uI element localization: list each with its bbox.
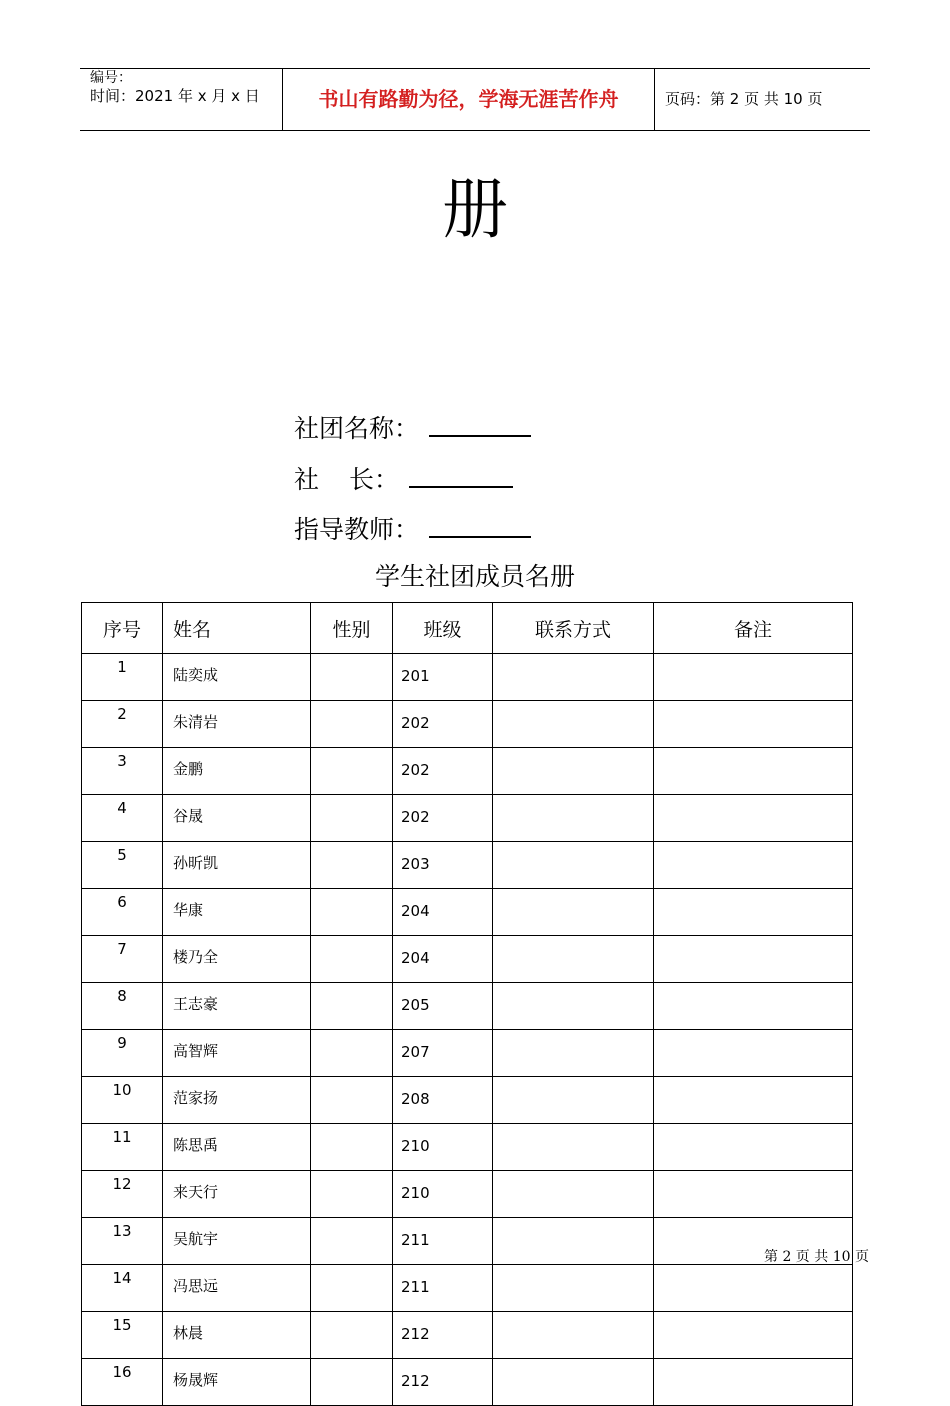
- president-field: [294, 462, 513, 496]
- table-row: [82, 701, 853, 748]
- cell-no: 14: [82, 1265, 163, 1312]
- cell-no: 12: [82, 1171, 163, 1218]
- cell-contact: [493, 1030, 654, 1077]
- cell-class: 204: [393, 936, 493, 983]
- cell-note: [654, 983, 853, 1030]
- cell-gender: [311, 748, 393, 795]
- club-name-field: [294, 411, 531, 445]
- cell-gender: [311, 889, 393, 936]
- col-header-no: 序号: [82, 603, 163, 654]
- cell-note: [654, 1265, 853, 1312]
- col-header-note: 备注: [654, 603, 853, 654]
- cell-gender: [311, 1218, 393, 1265]
- cell-class: 212: [393, 1312, 493, 1359]
- cell-name: 华康: [163, 889, 311, 936]
- cell-class: 212: [393, 1359, 493, 1406]
- col-header-name: 姓名: [163, 603, 311, 654]
- cell-note: [654, 936, 853, 983]
- table-row: [82, 889, 853, 936]
- cell-note: [654, 795, 853, 842]
- table-row: [82, 1312, 853, 1359]
- cell-contact: [493, 1312, 654, 1359]
- cell-gender: [311, 654, 393, 701]
- cell-gender: [311, 1171, 393, 1218]
- cell-class: 202: [393, 795, 493, 842]
- cell-name: 林晨: [163, 1312, 311, 1359]
- cell-name: 金鹏: [163, 748, 311, 795]
- cell-name: 陈思禹: [163, 1124, 311, 1171]
- cell-class: 210: [393, 1171, 493, 1218]
- cell-name: 陆奕成: [163, 654, 311, 701]
- cell-contact: [493, 1171, 654, 1218]
- cell-note: [654, 1124, 853, 1171]
- cell-name: 孙昕凯: [163, 842, 311, 889]
- cell-gender: [311, 983, 393, 1030]
- cell-class: 202: [393, 701, 493, 748]
- cell-note: [654, 889, 853, 936]
- table-row: [82, 983, 853, 1030]
- header-meta: [80, 69, 282, 130]
- cell-contact: [493, 1077, 654, 1124]
- table-row: [82, 795, 853, 842]
- cell-name: 吴航宇: [163, 1218, 311, 1265]
- cell-name: 高智辉: [163, 1030, 311, 1077]
- cell-class: 203: [393, 842, 493, 889]
- cell-no: 4: [82, 795, 163, 842]
- cell-note: [654, 1030, 853, 1077]
- table-row: [82, 1030, 853, 1077]
- table-row: [82, 936, 853, 983]
- cell-no: 2: [82, 701, 163, 748]
- table-row: [82, 1218, 853, 1265]
- page-title: 册: [442, 171, 508, 248]
- cell-contact: [493, 748, 654, 795]
- cell-gender: [311, 1030, 393, 1077]
- cell-class: 208: [393, 1077, 493, 1124]
- cell-class: 201: [393, 654, 493, 701]
- cell-contact: [493, 1359, 654, 1406]
- cell-note: [654, 748, 853, 795]
- page-info: 页码：第 2 页 共 10 页: [665, 90, 823, 108]
- cell-note: [654, 842, 853, 889]
- table-row: [82, 654, 853, 701]
- table-row: [82, 1171, 853, 1218]
- table-row: [82, 1265, 853, 1312]
- cell-contact: [493, 795, 654, 842]
- cell-gender: [311, 1312, 393, 1359]
- motto: 书山有路勤为径，学海无涯苦作舟: [318, 87, 619, 111]
- cell-note: [654, 1312, 853, 1359]
- cell-contact: [493, 889, 654, 936]
- club-name-blank[interactable]: [429, 411, 531, 437]
- cell-no: 16: [82, 1359, 163, 1406]
- cell-class: 211: [393, 1218, 493, 1265]
- cell-class: 210: [393, 1124, 493, 1171]
- cell-no: 3: [82, 748, 163, 795]
- cell-class: 207: [393, 1030, 493, 1077]
- cell-no: 15: [82, 1312, 163, 1359]
- cell-name: 杨晟辉: [163, 1359, 311, 1406]
- cell-contact: [493, 983, 654, 1030]
- col-header-gender: 性别: [311, 603, 393, 654]
- cell-contact: [493, 842, 654, 889]
- table-row: [82, 748, 853, 795]
- cell-class: 211: [393, 1265, 493, 1312]
- cell-gender: [311, 1265, 393, 1312]
- table-row: [82, 1077, 853, 1124]
- advisor-field: [294, 512, 531, 546]
- roster-title: 学生社团成员名册: [374, 562, 575, 591]
- header-page-cell: [655, 69, 870, 130]
- cell-no: 5: [82, 842, 163, 889]
- cell-note: [654, 654, 853, 701]
- president-label-a: 社: [294, 465, 320, 494]
- cell-contact: [493, 1218, 654, 1265]
- cell-contact: [493, 654, 654, 701]
- advisor-blank[interactable]: [429, 512, 531, 538]
- cell-gender: [311, 1077, 393, 1124]
- president-label-b: 长：: [349, 465, 400, 494]
- cell-no: 9: [82, 1030, 163, 1077]
- page-header: [80, 68, 870, 131]
- cell-contact: [493, 701, 654, 748]
- cell-no: 6: [82, 889, 163, 936]
- cell-gender: [311, 701, 393, 748]
- cell-name: 来天行: [163, 1171, 311, 1218]
- table-header-row: [82, 603, 853, 654]
- cell-class: 204: [393, 889, 493, 936]
- cell-name: 范家扬: [163, 1077, 311, 1124]
- cell-gender: [311, 1359, 393, 1406]
- cell-gender: [311, 842, 393, 889]
- club-name-label: 社团名称：: [294, 414, 420, 443]
- number-label: 编号：: [90, 70, 132, 86]
- cell-class: 202: [393, 748, 493, 795]
- president-blank[interactable]: [409, 462, 513, 488]
- cell-contact: [493, 936, 654, 983]
- time-label: 时间：2021 年 x 月 x 日: [90, 87, 260, 105]
- cell-gender: [311, 936, 393, 983]
- page-footer: 第 2 页 共 10 页: [764, 1249, 869, 1265]
- cell-name: 王志豪: [163, 983, 311, 1030]
- cell-gender: [311, 1124, 393, 1171]
- cell-no: 11: [82, 1124, 163, 1171]
- cell-gender: [311, 795, 393, 842]
- cell-note: [654, 1359, 853, 1406]
- cell-class: 205: [393, 983, 493, 1030]
- cell-no: 10: [82, 1077, 163, 1124]
- cell-note: [654, 1171, 853, 1218]
- col-header-class: 班级: [393, 603, 493, 654]
- cell-name: 冯思远: [163, 1265, 311, 1312]
- roster-table: [81, 602, 853, 1406]
- table-row: [82, 1359, 853, 1406]
- cell-contact: [493, 1124, 654, 1171]
- header-motto-cell: [282, 69, 655, 130]
- cell-no: 7: [82, 936, 163, 983]
- cell-no: 8: [82, 983, 163, 1030]
- cell-name: 谷晟: [163, 795, 311, 842]
- col-header-contact: 联系方式: [493, 603, 654, 654]
- table-row: [82, 842, 853, 889]
- table-row: [82, 1124, 853, 1171]
- cell-no: 13: [82, 1218, 163, 1265]
- cell-name: 楼乃全: [163, 936, 311, 983]
- cell-contact: [493, 1265, 654, 1312]
- cell-name: 朱清岩: [163, 701, 311, 748]
- cell-note: [654, 1077, 853, 1124]
- cell-note: [654, 701, 853, 748]
- cell-no: 1: [82, 654, 163, 701]
- advisor-label: 指导教师：: [294, 515, 420, 544]
